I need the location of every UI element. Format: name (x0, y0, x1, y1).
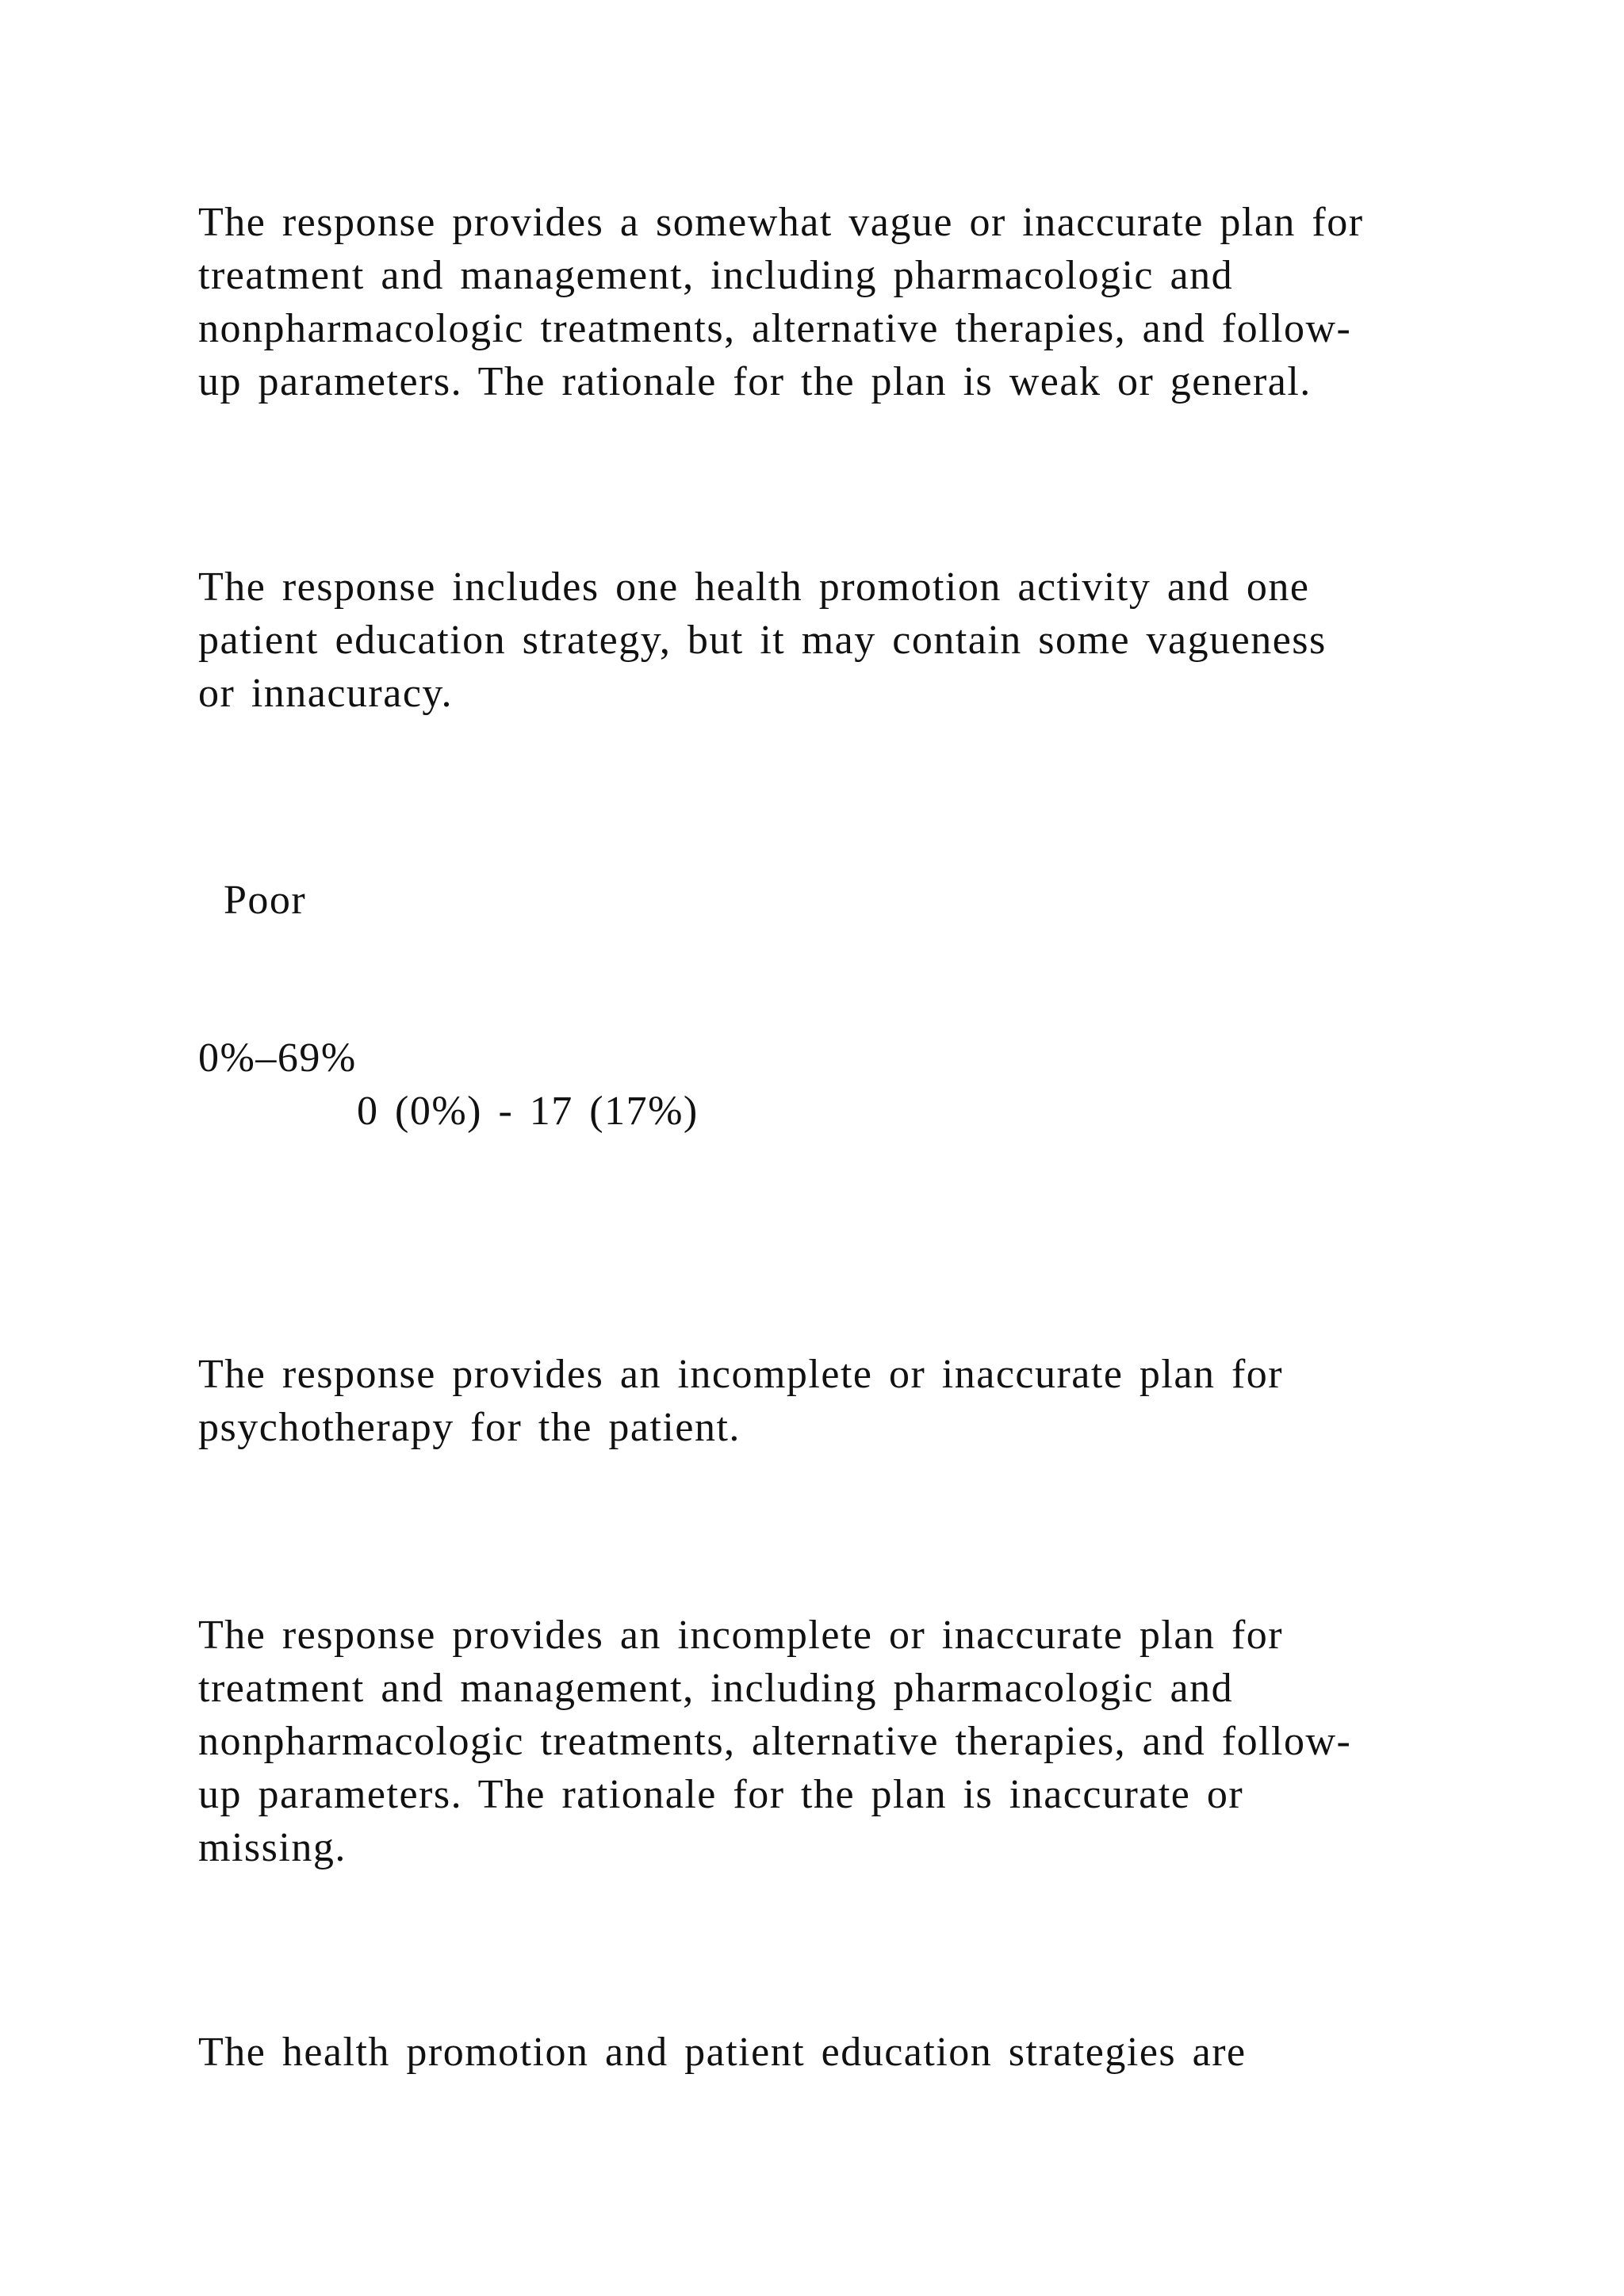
poor-health-promotion-text (198, 2026, 1451, 2079)
percent-range-label: 0%–69% (198, 1035, 357, 1081)
text-line: up parameters. The rationale for the plan is inaccurate or (198, 1772, 1244, 1817)
text-line: The response provides an incomplete or inaccurate plan for (198, 1613, 1284, 1658)
good-treatment-plan-text (198, 196, 1451, 408)
text-line: The response provides a somewhat vague or inaccurate plan for (198, 200, 1364, 245)
text-line: treatment and management, including pharmacologic and (198, 1666, 1234, 1711)
text-line: nonpharmacologic treatments, alternative therapies, and follow- (198, 1719, 1352, 1764)
text-line: treatment and management, including pharmacologic and (198, 253, 1234, 298)
text-line: nonpharmacologic treatments, alternative therapies, and follow- (198, 306, 1352, 351)
text-line: The health promotion and patient education strategies are (198, 2030, 1247, 2075)
good-health-promotion-text (198, 561, 1451, 720)
poor-treatment-plan-text (198, 1609, 1451, 1874)
poor-points-range (357, 1085, 1610, 1138)
poor-percent-range (198, 1031, 1451, 1085)
text-line: The response includes one health promotion activity and one (198, 564, 1310, 610)
points-range-label: 0 (0%) - 17 (17%) (357, 1089, 699, 1134)
text-line: or innacuracy. (198, 671, 454, 716)
text-line: psychotherapy for the patient. (198, 1405, 741, 1450)
text-line: patient education strategy, but it may contain some vagueness (198, 618, 1327, 663)
rating-label: Poor (224, 878, 307, 923)
poor-rating-heading (224, 874, 1477, 927)
text-line: up parameters. The rationale for the plan is weak or general. (198, 359, 1312, 404)
poor-psychotherapy-text (198, 1348, 1451, 1454)
text-line: The response provides an incomplete or inaccurate plan for (198, 1352, 1284, 1397)
text-line: missing. (198, 1825, 347, 1870)
